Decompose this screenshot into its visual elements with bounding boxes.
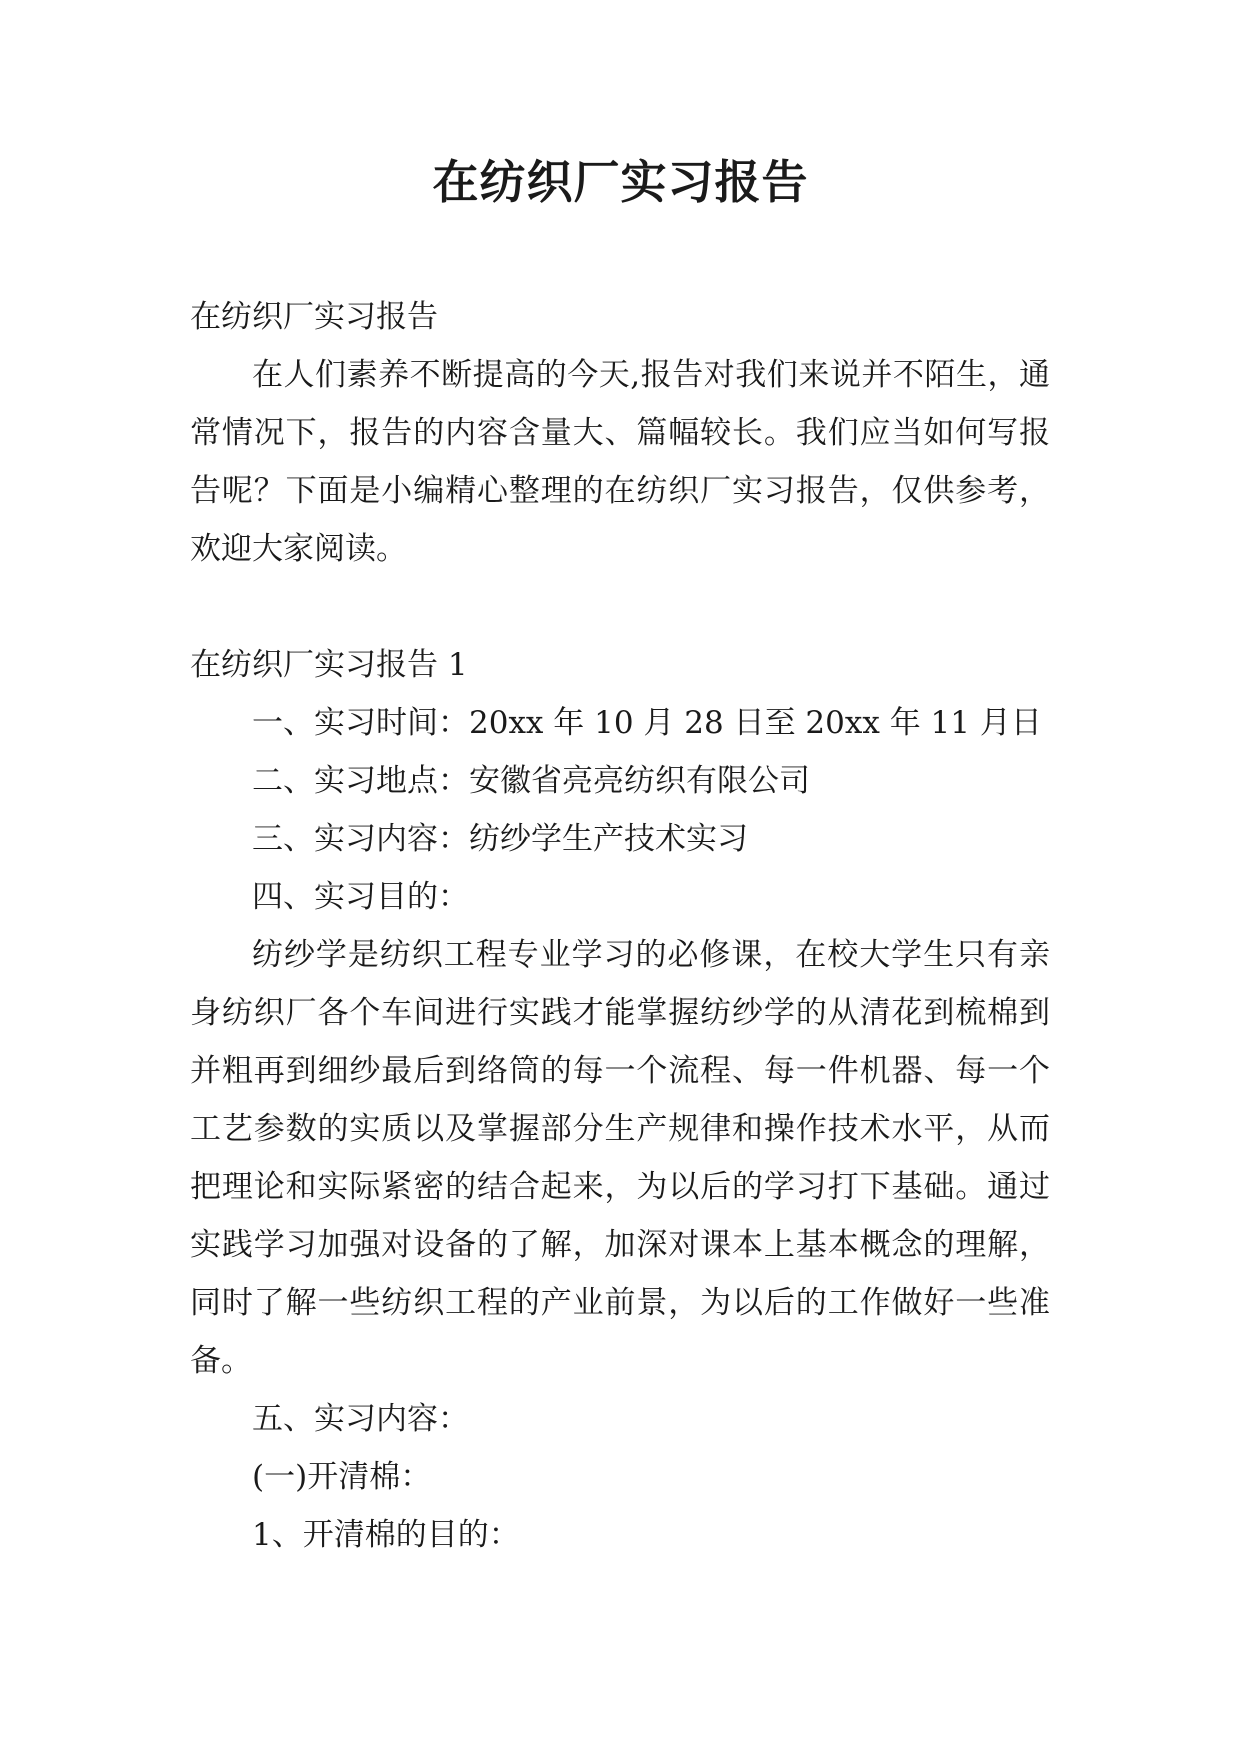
document-heading: 在纺织厂实习报告 (190, 299, 438, 335)
section-title: 在纺织厂实习报告 1 (190, 647, 468, 683)
document-body (190, 288, 1050, 1564)
item-internship-location: 二、实习地点：安徽省亮亮纺织有限公司 (252, 763, 810, 799)
paragraph-spacer (190, 578, 1050, 636)
sub-item: 1、开清棉的目的： (252, 1517, 520, 1553)
item-internship-purpose: 四、实习目的： (252, 879, 469, 915)
intro-paragraph: 在人们素养不断提高的今天,报告对我们来说并不陌生，通常情况下，报告的内容含量大、篇幅较长。我们应当如何写报告呢？下面是小编精心整理的在纺织厂实习报告，仅供参考，欢迎大家阅读。 (190, 357, 1050, 567)
purpose-paragraph: 纺纱学是纺织工程专业学习的必修课，在校大学生只有亲身纺织厂各个车间进行实践才能掌握纺纱学的从清花到梳棉到并粗再到细纱最后到络筒的每一个流程、每一件机器、每一个工艺参数的实质以及掌握部分生产规律和操作技术水平，从而把理论和实际紧密的结合起来，为以后的学习打下基础。通过实践学习加强对设备的了解，加深对课本上基本概念的理解，同时了解一些纺织工程的产业前景，为以后的工作做好一些准备。 (190, 937, 1050, 1379)
content-heading: 五、实习内容： (252, 1401, 469, 1437)
page-title: 在纺织厂实习报告 (432, 155, 809, 209)
sub-heading: (一)开清棉： (252, 1459, 432, 1495)
item-internship-content: 三、实习内容：纺纱学生产技术实习 (252, 821, 748, 857)
item-internship-time: 一、实习时间：20xx 年 10 月 28 日至 20xx 年 11 月日 (252, 705, 1042, 741)
